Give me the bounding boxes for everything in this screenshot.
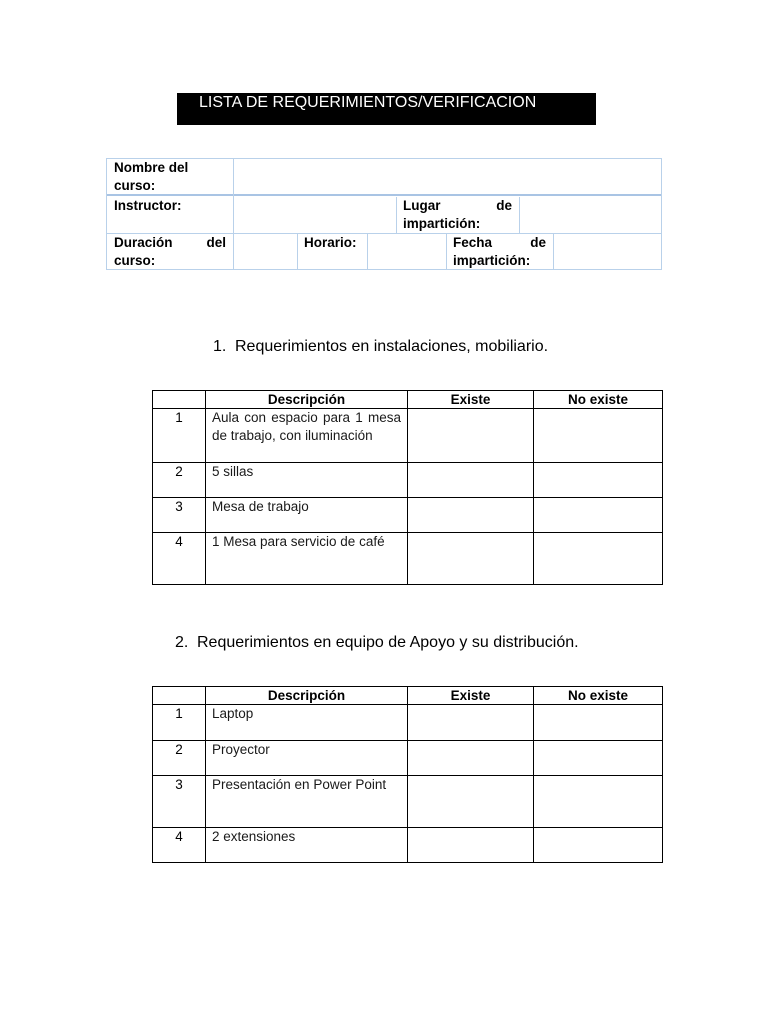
duration-label-word: del [206, 235, 226, 250]
table-row [153, 409, 663, 463]
column-header: Existe [408, 391, 534, 409]
course-name-label: Nombre del curso: [114, 160, 189, 193]
column-header: No existe [534, 391, 663, 409]
row-description: Mesa de trabajo [206, 498, 408, 533]
date-label [446, 234, 553, 270]
column-header [153, 687, 206, 705]
existe-cell[interactable] [408, 533, 534, 585]
no-existe-cell[interactable] [534, 776, 663, 828]
no-existe-cell[interactable] [534, 409, 663, 463]
existe-cell[interactable] [408, 828, 534, 863]
support-equipment-table [152, 686, 663, 863]
date-label-word: de [530, 235, 546, 250]
date-label-word: Fecha [453, 235, 493, 250]
row-description: 2 extensiones [206, 828, 408, 863]
row-number: 2 [153, 463, 206, 498]
row-number: 3 [153, 776, 206, 828]
column-header: Descripción [206, 391, 408, 409]
col-divider [519, 197, 520, 233]
schedule-label: Horario: [304, 235, 357, 250]
section-number: 1. [213, 338, 227, 355]
row-description: 1 Mesa para servicio de café [206, 533, 408, 585]
table-row [153, 705, 663, 741]
row-divider [107, 194, 661, 196]
existe-cell[interactable] [408, 409, 534, 463]
table-row [153, 776, 663, 828]
venue-label-word: Lugar [403, 198, 441, 213]
column-header: No existe [534, 687, 663, 705]
row-description: Aula con espacio para 1 mesa de trabajo, con iluminación [206, 409, 408, 463]
date-label-word: impartición: [453, 253, 531, 268]
table-row [153, 463, 663, 498]
section-2-heading [175, 633, 579, 653]
no-existe-cell[interactable] [534, 828, 663, 863]
table-row [153, 741, 663, 776]
course-info-table [106, 158, 662, 270]
col-divider [367, 234, 368, 269]
col-divider [553, 234, 554, 269]
row-number: 4 [153, 828, 206, 863]
table-row [153, 533, 663, 585]
column-header: Descripción [206, 687, 408, 705]
row-description: Laptop [206, 705, 408, 741]
no-existe-cell[interactable] [534, 463, 663, 498]
no-existe-cell[interactable] [534, 533, 663, 585]
row-number: 4 [153, 533, 206, 585]
table-header-row [153, 687, 663, 705]
instructor-label: Instructor: [114, 198, 182, 213]
row-description: Presentación en Power Point [206, 776, 408, 828]
section-title: Requerimientos en equipo de Apoyo y su distribución. [197, 634, 579, 651]
existe-cell[interactable] [408, 776, 534, 828]
existe-cell[interactable] [408, 463, 534, 498]
no-existe-cell[interactable] [534, 498, 663, 533]
row-number: 3 [153, 498, 206, 533]
existe-cell[interactable] [408, 498, 534, 533]
column-header: Existe [408, 687, 534, 705]
duration-label-word: Duración [114, 235, 173, 250]
duration-label-word: curso: [114, 253, 156, 268]
venue-label-word: impartición: [403, 216, 481, 231]
facilities-requirements-table [152, 390, 663, 585]
col-divider [233, 159, 234, 269]
table-row [153, 828, 663, 863]
column-header [153, 391, 206, 409]
venue-label [396, 197, 519, 233]
row-number: 1 [153, 705, 206, 741]
row-number: 2 [153, 741, 206, 776]
table-row [153, 498, 663, 533]
no-existe-cell[interactable] [534, 705, 663, 741]
section-1-heading [213, 337, 548, 357]
document-title: LISTA DE REQUERIMIENTOS/VERIFICACION [177, 93, 596, 125]
row-description: 5 sillas [206, 463, 408, 498]
duration-label [107, 234, 233, 270]
existe-cell[interactable] [408, 741, 534, 776]
venue-label-word: de [496, 198, 512, 213]
section-title: Requerimientos en instalaciones, mobiliario. [235, 338, 549, 355]
existe-cell[interactable] [408, 705, 534, 741]
section-number: 2. [175, 634, 189, 651]
no-existe-cell[interactable] [534, 741, 663, 776]
row-description: Proyector [206, 741, 408, 776]
row-number: 1 [153, 409, 206, 463]
table-header-row [153, 391, 663, 409]
